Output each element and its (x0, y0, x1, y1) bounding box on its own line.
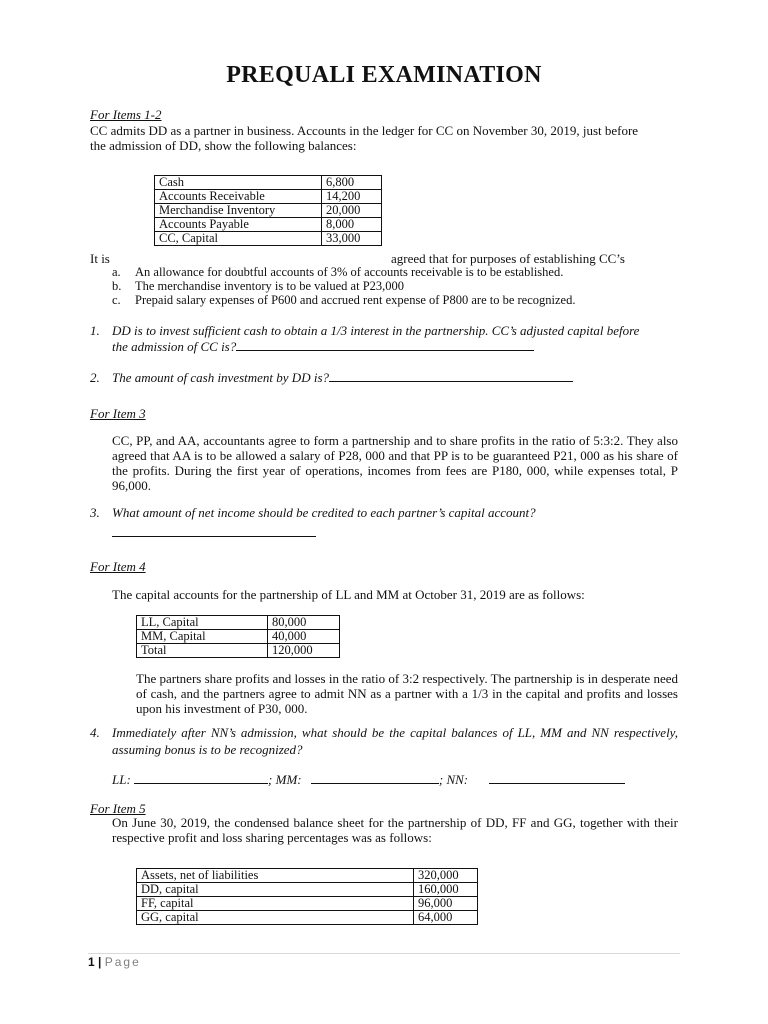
footer-separator: | (98, 955, 102, 969)
table-row (137, 644, 340, 658)
table-cell: Cash (155, 176, 322, 190)
list-marker: c. (112, 293, 121, 307)
list-item: Prepaid salary expenses of P600 and accrued rent expense of P800 are to be recognized. (135, 293, 576, 307)
table-cell: 14,200 (322, 190, 382, 204)
table-cell: 160,000 (414, 883, 478, 897)
ll-label: LL: (112, 772, 131, 787)
answer-blank[interactable] (329, 369, 573, 382)
table-cell: Total (137, 644, 268, 658)
table-row (155, 232, 382, 246)
capital-accounts-table (136, 615, 340, 658)
table-cell: MM, Capital (137, 630, 268, 644)
table-cell: DD, capital (137, 883, 414, 897)
agreed-text-right: agreed that for purposes of establishing CC’s (391, 251, 625, 266)
item5-paragraph: On June 30, 2019, the condensed balance sheet for the partnership of DD, FF and GG, together with their respective profit and loss sharing percentages was as follows: (112, 815, 678, 845)
question-1-line1: DD is to invest sufficient cash to obtain a 1/3 interest in the partnership. CC’s adjusted capital before (112, 323, 640, 338)
item4-paragraph: The partners share profits and losses in the ratio of 3:2 respectively. The partnership is in desperate need of cash, and the partners agree to admit NN as a partner with a 1/3 in the capital and profits and losses upon his investment of P30, 000. (136, 671, 678, 716)
table-row (137, 897, 478, 911)
table-cell: 64,000 (414, 911, 478, 925)
page-title: PREQUALI EXAMINATION (226, 62, 542, 88)
table-cell: 33,000 (322, 232, 382, 246)
table-cell: 6,800 (322, 176, 382, 190)
table-row (137, 630, 340, 644)
table-cell: 120,000 (268, 644, 340, 658)
table-cell: Merchandise Inventory (155, 204, 322, 218)
items12-intro-line1: CC admits DD as a partner in business. Accounts in the ledger for CC on November 30, 2019, just before (90, 123, 639, 138)
table-cell: Accounts Receivable (155, 190, 322, 204)
section-heading-item-4: For Item 4 (90, 559, 146, 574)
question-number: 4. (90, 725, 100, 740)
nn-answer-blank[interactable] (489, 771, 625, 784)
balance-sheet-table (136, 868, 478, 925)
agreed-text-left: It is (90, 251, 110, 266)
section-heading-item-3: For Item 3 (90, 406, 146, 421)
mm-label: ; MM: (268, 772, 302, 787)
section-heading-item-5: For Item 5 (90, 801, 146, 816)
footer-divider (88, 953, 680, 954)
items12-intro-line2: the admission of DD, show the following balances: (90, 138, 357, 153)
question-2-text: The amount of cash investment by DD is? (112, 370, 330, 385)
question-number: 1. (90, 323, 100, 338)
answer-blank[interactable] (112, 524, 316, 537)
answer-blank[interactable] (236, 338, 534, 351)
list-item: The merchandise inventory is to be valued at P23,000 (135, 279, 405, 293)
mm-answer-blank[interactable] (311, 771, 439, 784)
list-marker: a. (112, 265, 121, 279)
section-heading-items-1-2: For Items 1-2 (90, 107, 162, 122)
table-row (137, 911, 478, 925)
table-row (155, 176, 382, 190)
table-row (137, 883, 478, 897)
question-3-text: What amount of net income should be credited to each partner’s capital account? (112, 505, 536, 520)
page-word: Page (104, 955, 141, 969)
question-number: 2. (90, 370, 100, 385)
item4-intro: The capital accounts for the partnership of LL and MM at October 31, 2019 are as follows: (112, 587, 585, 602)
table-cell: FF, capital (137, 897, 414, 911)
table-cell: Accounts Payable (155, 218, 322, 232)
table-cell: 320,000 (414, 869, 478, 883)
table-cell: 80,000 (268, 616, 340, 630)
page-number: 1 (88, 955, 95, 969)
question-1-line2: the admission of CC is? (112, 339, 237, 354)
nn-label: ; NN: (438, 772, 469, 787)
question-4-text: Immediately after NN’s admission, what should be the capital balances of LL, MM and NN respectively, assuming bonus is to be recognized? (112, 725, 678, 757)
table-cell: 8,000 (322, 218, 382, 232)
list-marker: b. (112, 279, 122, 293)
table-cell: GG, capital (137, 911, 414, 925)
table-row (155, 190, 382, 204)
table-cell: Assets, net of liabilities (137, 869, 414, 883)
table-cell: LL, Capital (137, 616, 268, 630)
question-number: 3. (90, 505, 100, 520)
ledger-balances-table (154, 175, 382, 246)
table-cell: 20,000 (322, 204, 382, 218)
table-row (137, 616, 340, 630)
table-cell: CC, Capital (155, 232, 322, 246)
table-cell: 40,000 (268, 630, 340, 644)
table-row (155, 204, 382, 218)
item3-paragraph: CC, PP, and AA, accountants agree to form a partnership and to share profits in the ratio of 5:3:2. They also agreed that AA is to be allowed a salary of P28, 000 and that PP is to be guaranteed P21, 000 as his share of the profits. During the first year of operations, incomes from fees are P180, 000, while expenses total, P 96,000. (112, 433, 678, 493)
table-row (137, 869, 478, 883)
ll-answer-blank[interactable] (134, 771, 268, 784)
list-item: An allowance for doubtful accounts of 3% of accounts receivable is to be established. (135, 265, 564, 279)
page-footer (88, 955, 141, 969)
table-cell: 96,000 (414, 897, 478, 911)
table-row (155, 218, 382, 232)
